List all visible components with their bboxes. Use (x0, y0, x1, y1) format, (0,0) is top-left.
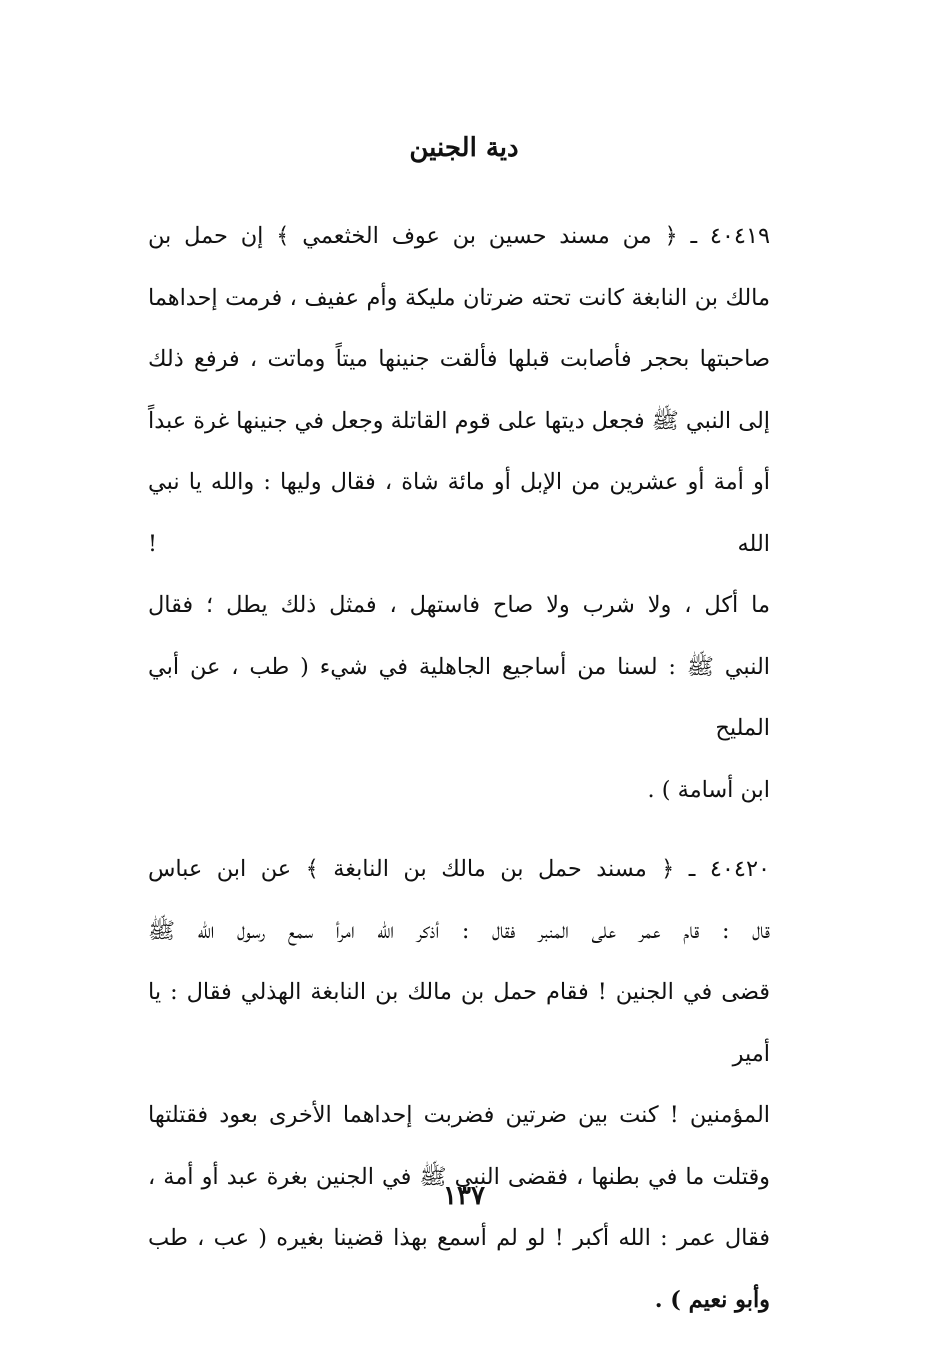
text-line: وأبو نعيم ) . (654, 1286, 770, 1313)
hadith-40420 (148, 839, 770, 1331)
hadith-40419 (148, 206, 770, 821)
document-body (148, 206, 770, 1331)
text-line: أو أمة أو عشرين من الإبل أو مائة شاة ، فقال وليها : والله يا نبي الله ! (148, 469, 770, 557)
page-number: ١٣٧ (443, 1181, 485, 1211)
text-line: قال : قام عمر على المنبر فقال : أذكر الله امرأ سمع رسول الله ﷺ (148, 917, 770, 944)
text-line: إلى النبي ﷺ فجعل ديتها على قوم القاتلة وجعل في جنينها غرة عبداً (148, 407, 770, 434)
text-line: النبي ﷺ : لسنا من أساجيع الجاهلية في شيء ( طب ، عن أبي المليح (148, 653, 770, 741)
text-line: وقتلت ما في بطنها ، فقضى النبي ﷺ في الجنين بغرة عبد أو أمة ، (148, 1163, 770, 1190)
text-line: ما أكل ، ولا شرب ولا صاح فاستهل ، فمثل ذلك يطل ؛ فقال (148, 592, 770, 618)
text-line: ٤٠٤١٩ ـ ﴿ من مسند حسين بن عوف الخثعمي ﴾ إن حمل بن (148, 223, 770, 249)
text-line: فقال عمر : الله أكبر ! لو لم أسمع بهذا قضينا بغيره ( عب ، طب (148, 1225, 770, 1251)
text-line: ٤٠٤٢٠ ـ ﴿ مسند حمل بن مالك بن النابغة ﴾ عن ابن عباس (148, 856, 770, 882)
text-line: المؤمنين ! كنت بين ضرتين فضربت إحداهما الأخرى بعود فقتلتها (148, 1102, 770, 1128)
page-header-title: دية الجنين (409, 133, 519, 163)
text-line: ابن أسامة ) . (647, 776, 770, 803)
text-line: مالك بن النابغة كانت تحته ضرتان مليكة وأم عفيف ، فرمت إحداهما (148, 284, 770, 311)
text-line: قضى في الجنين ! فقام حمل بن مالك بن النابغة الهذلي فقال : يا أمير (148, 979, 770, 1067)
text-line: صاحبتها بحجر فأصابت قبلها فألقت جنينها ميتاً وماتت ، فرفع ذلك (148, 346, 770, 372)
